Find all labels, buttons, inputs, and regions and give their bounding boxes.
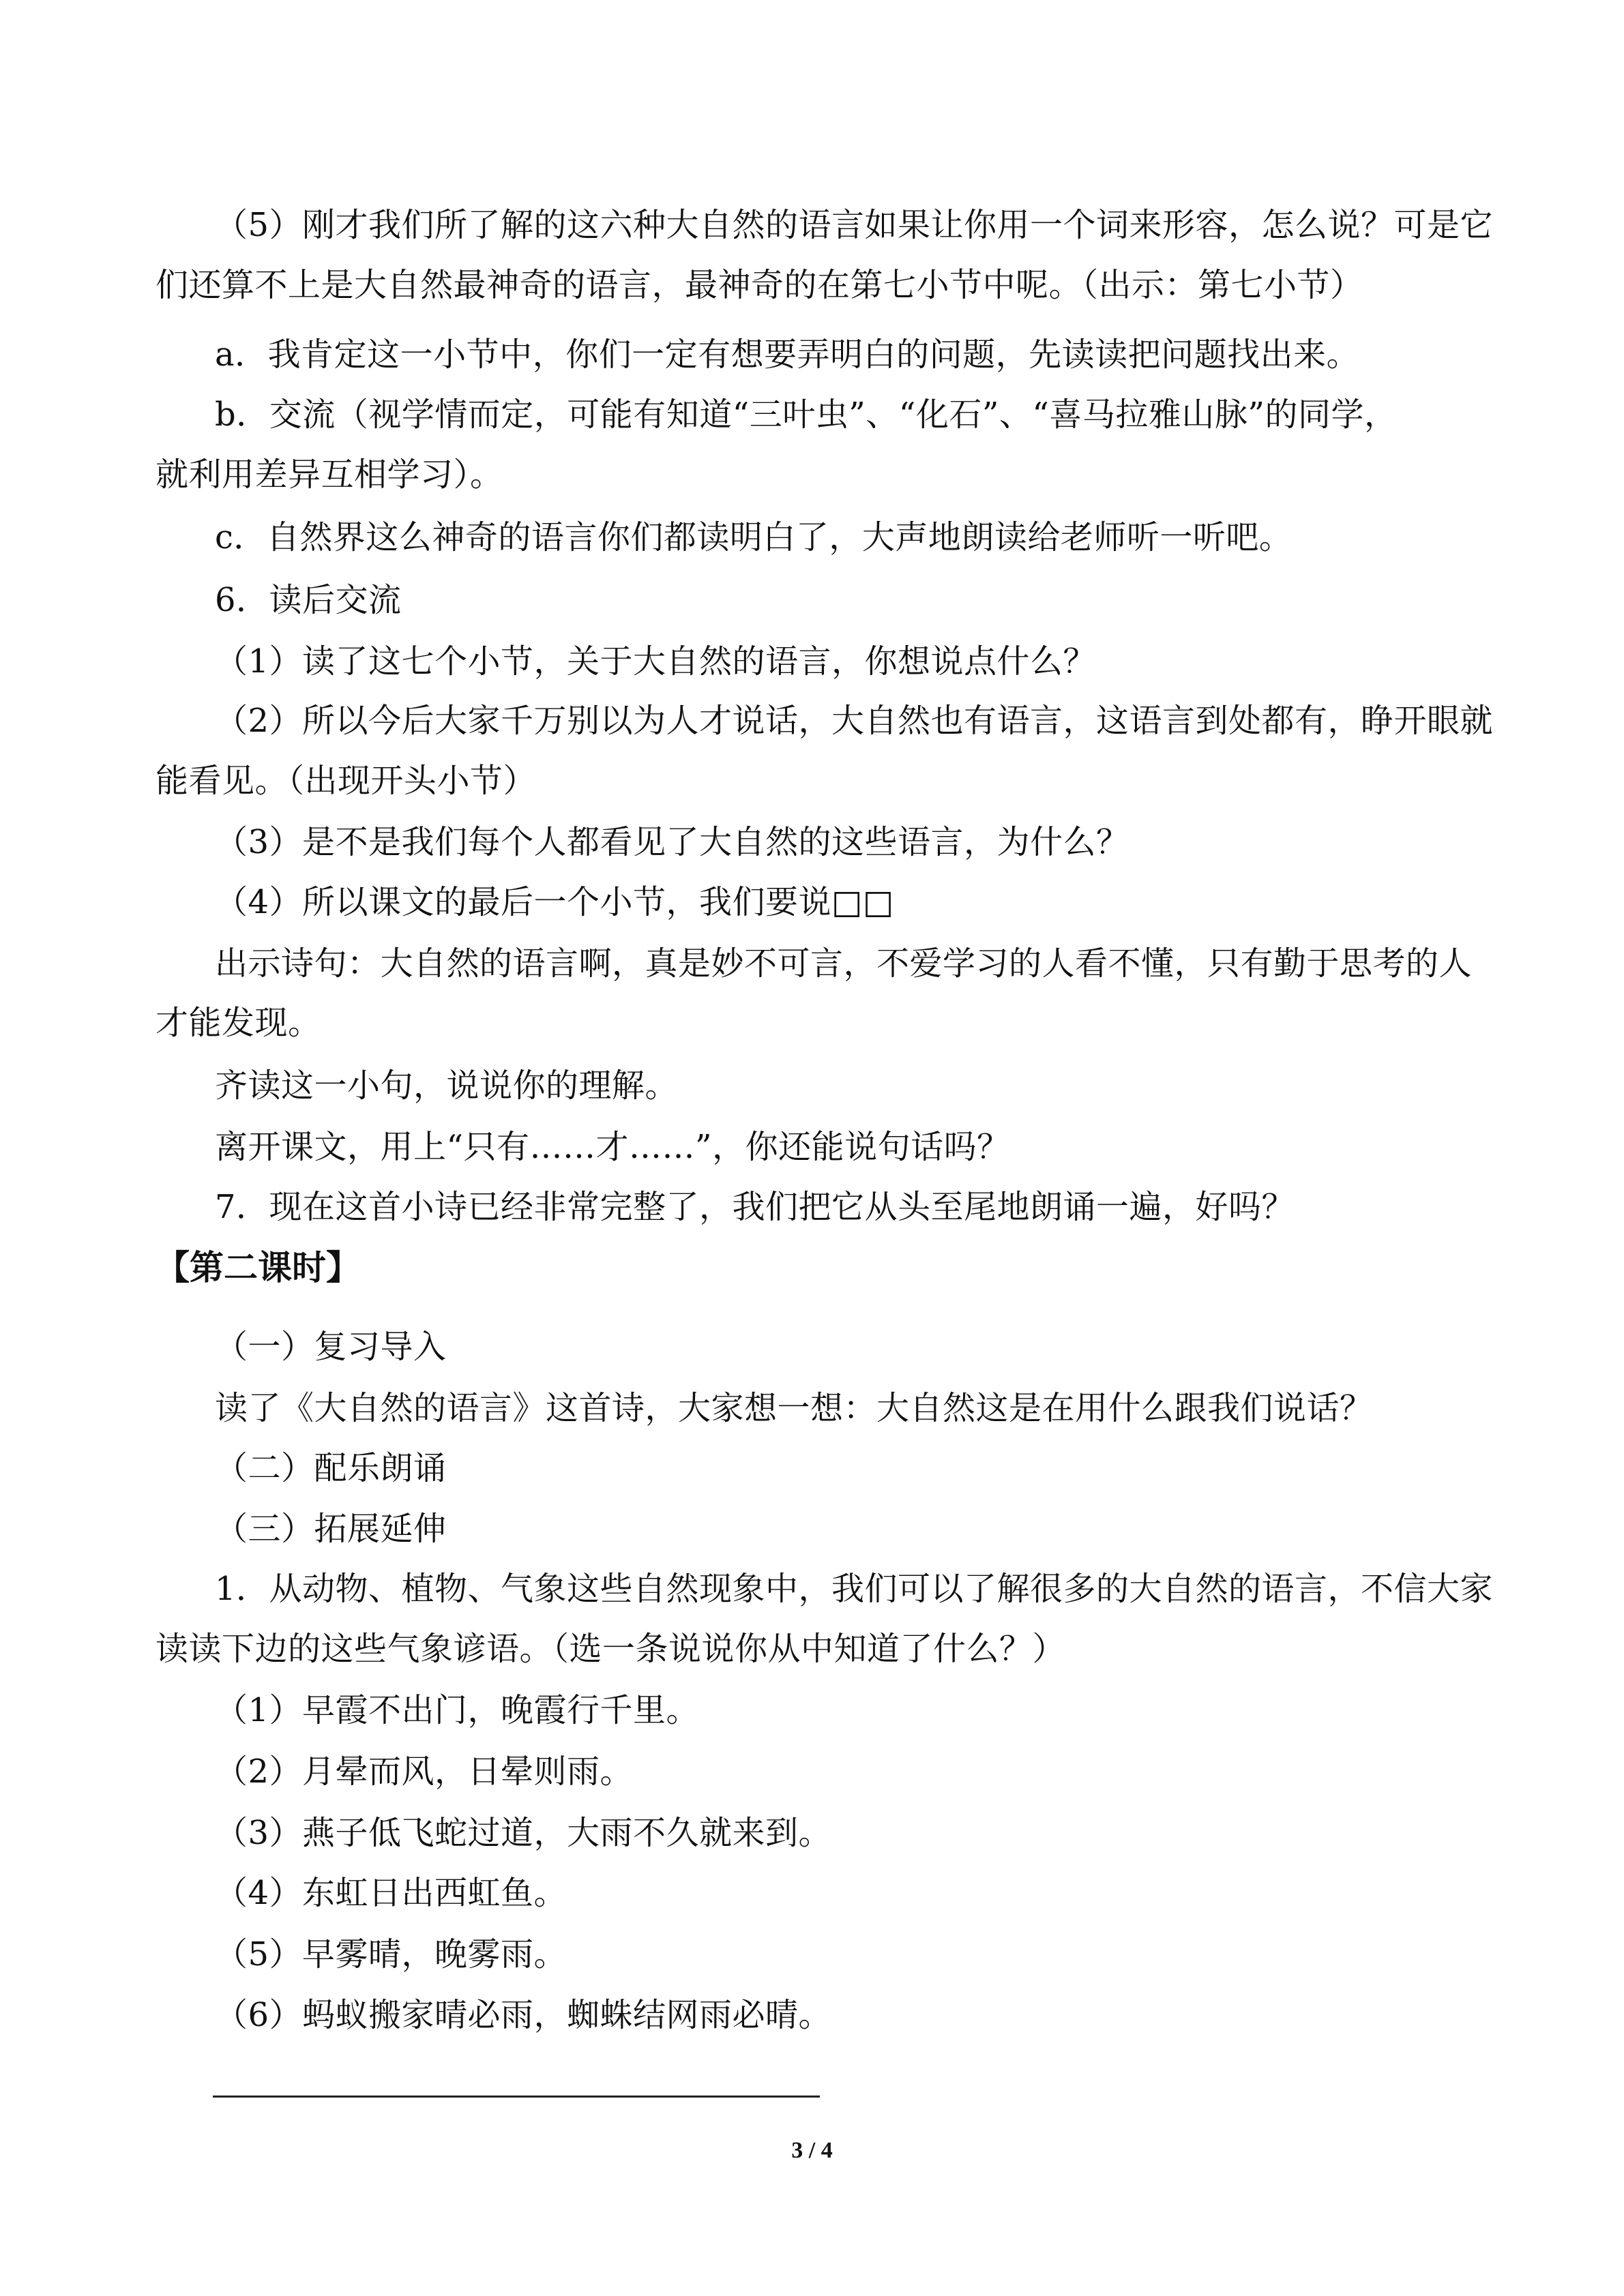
paragraph-line: （2）所以今后大家千万别以为人才说话，大自然也有语言，这语言到处都有，睁开眼就: [215, 702, 1494, 740]
paragraph-line: 读了《大自然的语言》这首诗，大家想一想：大自然这是在用什么跟我们说话？: [215, 1389, 1373, 1427]
paragraph-line: （6）蚂蚁搬家晴必雨，蜘蛛结网雨必晴。: [215, 1996, 832, 2034]
paragraph-line: b．交流（视学情而定，可能有知道“三叶虫”、“化石”、“喜马拉雅山脉”的同学，: [215, 396, 1398, 434]
paragraph-line: （1）早霞不出门，晚霞行千里。: [215, 1691, 700, 1729]
paragraph-line: （1）读了这七个小节，关于大自然的语言，你想说点什么？: [215, 642, 1097, 681]
paragraph-line: c．自然界这么神奇的语言你们都读明白了，大声地朗读给老师听一听吧。: [215, 518, 1293, 556]
paragraph-line: 齐读这一小句，说说你的理解。: [215, 1067, 679, 1105]
paragraph-line: （一）复习导入: [215, 1328, 447, 1366]
paragraph-line: （2）月晕而风，日晕则雨。: [215, 1753, 634, 1791]
paragraph-line: 就利用差异互相学习）。: [156, 456, 503, 494]
paragraph-line: 7．现在这首小诗已经非常完整了，我们把它从头至尾地朗诵一遍，好吗？: [215, 1188, 1295, 1226]
page-number: 3 / 4: [791, 2138, 833, 2163]
paragraph-line: a．我肯定这一小节中，你们一定有想要弄明白的问题，先读读把问题找出来。: [215, 336, 1360, 374]
paragraph-line: 出示诗句：大自然的语言啊，真是妙不可言，不爱学习的人看不懂，只有勤于思考的人: [215, 944, 1473, 983]
section-heading: 【第二课时】: [156, 1248, 360, 1287]
paragraph-line: 才能发现。: [156, 1004, 321, 1042]
paragraph-line: （4）东虹日出西虹鱼。: [215, 1874, 567, 1912]
paragraph-line: （3）燕子低飞蛇过道，大雨不久就来到。: [215, 1814, 832, 1852]
paragraph-line: （4）所以课文的最后一个小节，我们要说□□: [215, 883, 894, 921]
paragraph-line: （3）是不是我们每个人都看见了大自然的这些语言，为什么？: [215, 823, 1130, 861]
paragraph-line: 离开课文，用上“只有……才……”，你还能说句话吗？: [215, 1128, 1010, 1166]
paragraph-line: 们还算不上是大自然最神奇的语言，最神奇的在第七小节中呢。（出示：第七小节）: [156, 266, 1363, 304]
paragraph-line: 6．读后交流: [215, 581, 402, 619]
paragraph-line: （三）拓展延伸: [215, 1510, 447, 1548]
paragraph-line: 1．从动物、植物、气象这些自然现象中，我们可以了解很多的大自然的语言，不信大家: [215, 1570, 1494, 1608]
footnote-divider: [213, 2096, 820, 2098]
paragraph-line: （二）配乐朗诵: [215, 1449, 447, 1487]
paragraph-line: （5）早雾晴，晚雾雨。: [215, 1935, 567, 1973]
paragraph-line: 读读下边的这些气象谚语。（选一条说说你从中知道了什么？）: [156, 1630, 1066, 1668]
paragraph-line: 能看见。（出现开头小节）: [156, 762, 537, 800]
paragraph-line: （5）刚才我们所了解的这六种大自然的语言如果让你用一个词来形容，怎么说？可是它: [215, 206, 1494, 244]
